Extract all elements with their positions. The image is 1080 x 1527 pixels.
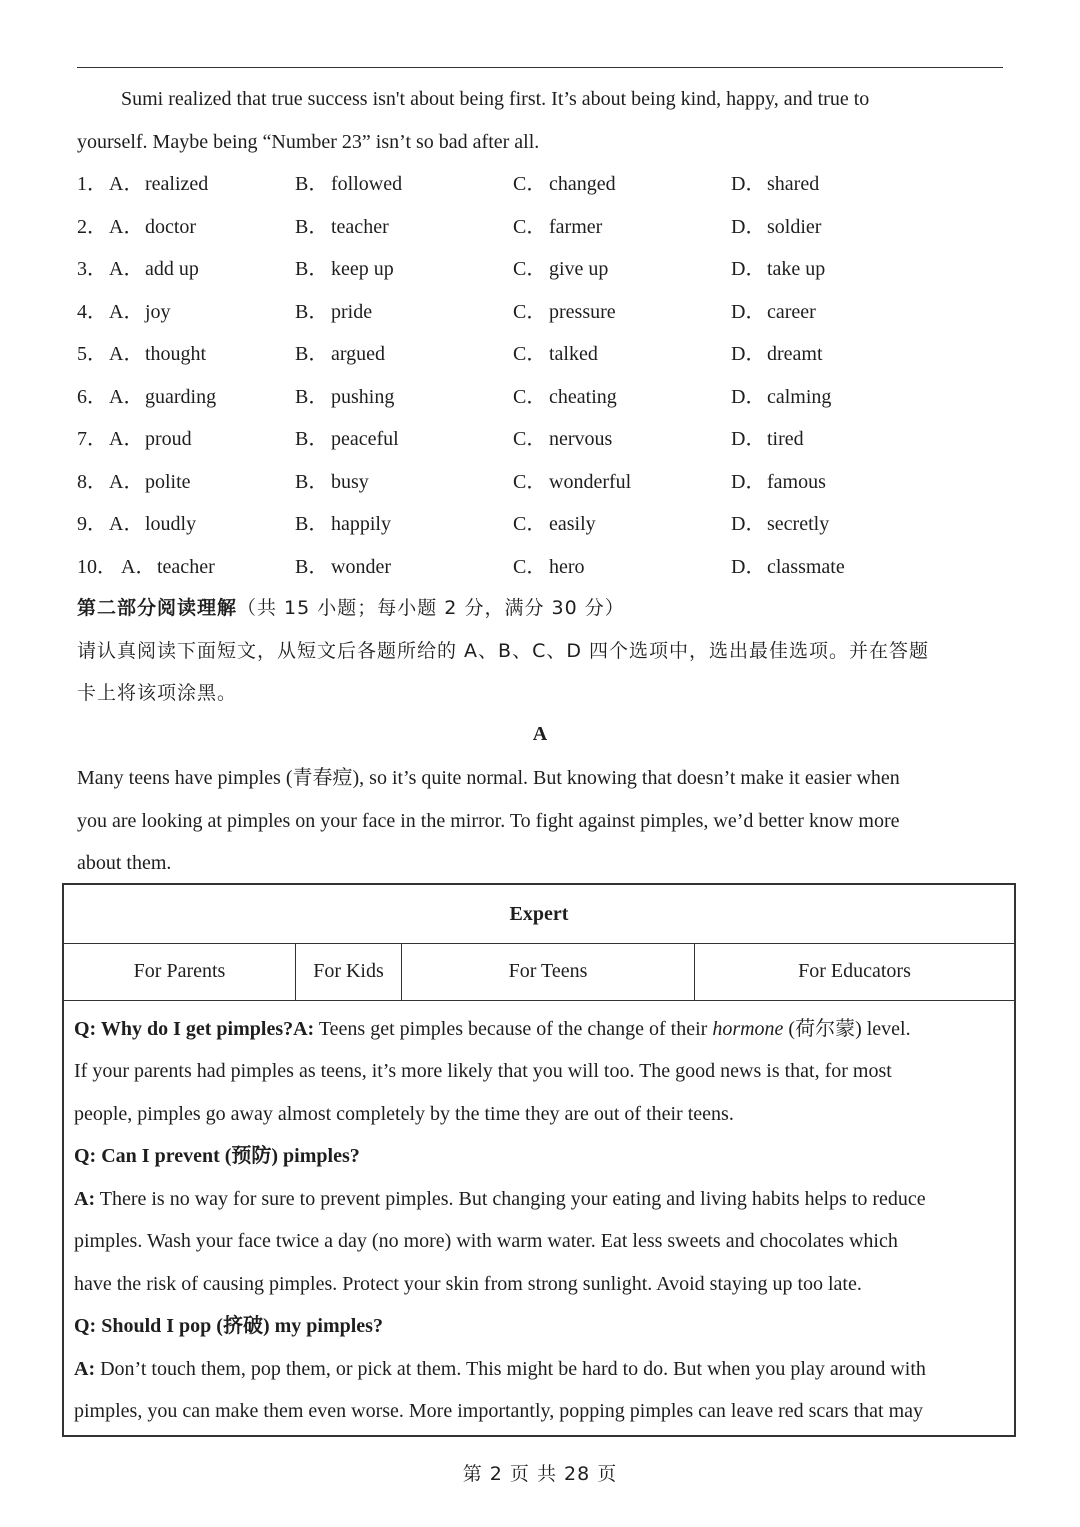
option-text: cheating [549, 385, 617, 408]
option-c [513, 341, 598, 367]
option-c [513, 511, 596, 537]
option-text: shared [767, 173, 820, 195]
option-text: keep up [331, 258, 394, 280]
option-text: pride [331, 300, 373, 323]
option-a [109, 341, 207, 367]
option-letter: D． [731, 215, 766, 238]
option-text: secretly [767, 513, 830, 535]
q1-line-1 [74, 1017, 911, 1041]
question-number: 3． [77, 258, 107, 280]
option-text: changed [549, 173, 616, 195]
q2-answer-start: There is no way for sure to prevent pimples. But changing your eating and living habits helps to reduce [95, 1188, 926, 1210]
option-text: pressure [549, 300, 616, 323]
option-letter: D． [731, 428, 766, 450]
option-c [513, 171, 616, 197]
tab-for-teens[interactable]: For Teens [508, 960, 588, 982]
option-letter: B． [295, 215, 329, 238]
option-a [109, 299, 171, 325]
choice-row [77, 214, 1003, 240]
option-letter: B． [295, 470, 329, 493]
passage-label: A [532, 723, 548, 745]
option-d [731, 214, 822, 240]
option-text: nervous [549, 428, 613, 450]
option-text: tired [767, 428, 804, 450]
question-number: 5． [77, 343, 107, 365]
option-a [109, 426, 192, 452]
option-b [295, 256, 394, 282]
option-letter: C． [513, 258, 547, 280]
option-letter: A． [109, 215, 144, 238]
option-d [731, 256, 826, 282]
section2-instruction-line-1: 请认真阅读下面短文，从短文后各题所给的 A、B、C、D 四个选项中，选出最佳选项。并在答题 [77, 640, 930, 662]
choice-row [77, 256, 1003, 282]
choice-row [77, 384, 1003, 410]
option-text: wonder [331, 555, 391, 578]
q3-line-1 [74, 1357, 926, 1381]
section2-title: 第二部分阅读理解 [77, 597, 238, 619]
question-number: 9． [77, 513, 107, 535]
q2-line-1 [74, 1187, 926, 1211]
option-text: happily [331, 513, 391, 535]
tab-for-educators[interactable]: For Educators [798, 960, 911, 982]
passage-line-3: about them. [77, 852, 172, 874]
question-number: 2． [77, 215, 107, 238]
option-text: proud [145, 428, 192, 450]
q1-line-2: If your parents had pimples as teens, it’s more likely that you will too. The good news is that, for most [74, 1060, 892, 1082]
option-d [731, 341, 823, 367]
option-letter: A． [109, 300, 144, 323]
option-text: famous [767, 470, 826, 493]
option-c [513, 256, 609, 282]
option-a [109, 256, 199, 282]
choice-row [77, 554, 1003, 580]
option-a [109, 469, 191, 495]
option-letter: A． [121, 555, 156, 578]
option-d [731, 171, 820, 197]
choice-row [77, 299, 1003, 325]
option-a [109, 511, 197, 537]
option-text: busy [331, 470, 369, 493]
tab-for-parents[interactable]: For Parents [133, 960, 226, 982]
option-d [731, 426, 804, 452]
option-letter: A． [109, 470, 144, 493]
option-letter: C． [513, 555, 547, 578]
option-c [513, 554, 585, 580]
option-d [731, 511, 830, 537]
section2-heading [77, 596, 625, 620]
option-letter: D． [731, 173, 766, 195]
option-c [513, 426, 613, 452]
q2-line-3: have the risk of causing pimples. Protect your skin from strong sunlight. Avoid staying up too late. [74, 1273, 862, 1295]
option-text: give up [549, 258, 609, 280]
option-letter: A． [109, 343, 144, 365]
choice-row [77, 469, 1003, 495]
option-b [295, 554, 391, 580]
option-a [109, 384, 217, 410]
section2-title-note: （共 15 小题；每小题 2 分，满分 30 分） [237, 597, 625, 619]
option-c [513, 384, 617, 410]
table-heading: Expert [64, 885, 1014, 944]
option-letter: B． [295, 343, 329, 365]
option-b [295, 469, 369, 495]
option-letter: D． [731, 470, 766, 493]
option-text: joy [145, 300, 171, 323]
q1-line-3: people, pimples go away almost completely by the time they are out of their teens. [74, 1103, 734, 1125]
q2-line-2: pimples. Wash your face twice a day (no more) with warm water. Eat less sweets and chocolates which [74, 1230, 898, 1252]
option-letter: D． [731, 343, 766, 365]
expert-table [62, 883, 1016, 1437]
option-text: farmer [549, 215, 603, 238]
option-text: guarding [145, 385, 217, 408]
section2-instruction-line-2: 卡上将该项涂黑。 [77, 682, 238, 704]
option-text: followed [331, 173, 403, 195]
option-letter: C． [513, 470, 547, 493]
option-text: doctor [145, 215, 197, 238]
option-b [295, 384, 395, 410]
option-a [109, 171, 209, 197]
option-letter: C． [513, 343, 547, 365]
option-text: peaceful [331, 428, 399, 450]
option-text: thought [145, 343, 207, 365]
option-text: realized [145, 173, 209, 195]
choice-row [77, 341, 1003, 367]
option-letter: D． [731, 300, 766, 323]
option-text: hero [549, 555, 585, 578]
option-letter: B． [295, 428, 329, 450]
option-letter: C． [513, 513, 547, 535]
table-tabs [64, 943, 1014, 1001]
option-letter: C． [513, 428, 547, 450]
passage-line-1: Many teens have pimples (青春痘), so it’s quite normal. But knowing that doesn’t make it easier when [77, 767, 900, 789]
option-d [731, 384, 832, 410]
option-b [295, 299, 373, 325]
option-c [513, 469, 632, 495]
question-number: 10． [77, 555, 117, 578]
option-letter: A． [109, 173, 144, 195]
option-text: dreamt [767, 343, 823, 365]
option-letter: D． [731, 513, 766, 535]
q2-answer-label: A: [74, 1188, 96, 1210]
question-number: 7． [77, 428, 107, 450]
option-d [731, 469, 826, 495]
option-letter: A． [109, 385, 144, 408]
q1-answer-italic: hormone [712, 1018, 784, 1040]
option-a [109, 214, 197, 240]
option-letter: D． [731, 385, 766, 408]
option-letter: C． [513, 385, 547, 408]
option-text: soldier [767, 215, 822, 238]
option-letter: D． [731, 258, 766, 280]
option-a [121, 554, 215, 580]
option-b [295, 511, 391, 537]
option-d [731, 299, 816, 325]
choice-row [77, 171, 1003, 197]
option-c [513, 299, 616, 325]
option-text: teacher [157, 555, 215, 578]
choice-row [77, 426, 1003, 452]
q1-answer-end: (荷尔蒙) level. [783, 1018, 911, 1040]
option-text: easily [549, 513, 596, 535]
option-text: argued [331, 343, 386, 365]
q3-answer-start: Don’t touch them, pop them, or pick at them. This might be hard to do. But when you play around with [95, 1358, 926, 1380]
q1-answer-start: Teens get pimples because of the change of their [314, 1018, 713, 1040]
option-letter: C． [513, 300, 547, 323]
option-text: talked [549, 343, 598, 365]
question-number: 6． [77, 385, 107, 408]
option-letter: A． [109, 428, 144, 450]
option-b [295, 426, 399, 452]
option-text: polite [145, 470, 191, 493]
story-end-line-2: yourself. Maybe being “Number 23” isn’t so bad after all. [77, 131, 540, 153]
option-letter: B． [295, 300, 329, 323]
option-d [731, 554, 845, 580]
option-text: take up [767, 258, 826, 280]
top-rule [77, 67, 1003, 68]
passage-line-2: you are looking at pimples on your face in the mirror. To fight against pimples, we’d better know more [77, 810, 900, 832]
story-end-line-1: Sumi realized that true success isn't about being first. It’s about being kind, happy, and true to [121, 88, 870, 110]
option-text: calming [767, 385, 832, 408]
option-letter: B． [295, 513, 329, 535]
q3-line-2: pimples, you can make them even worse. More importantly, popping pimples can leave red scars that may [74, 1400, 924, 1422]
option-text: wonderful [549, 470, 632, 493]
option-letter: C． [513, 215, 547, 238]
tab-for-kids[interactable]: For Kids [313, 960, 384, 982]
q2-question: Q: Can I prevent (预防) pimples? [74, 1145, 360, 1167]
option-b [295, 171, 403, 197]
option-b [295, 214, 389, 240]
option-text: add up [145, 258, 199, 280]
choice-row [77, 511, 1003, 537]
question-number: 8． [77, 470, 107, 493]
question-number: 4． [77, 300, 107, 323]
option-letter: B． [295, 258, 329, 280]
q3-question: Q: Should I pop (挤破) my pimples? [74, 1315, 383, 1337]
option-letter: A． [109, 258, 144, 280]
option-letter: A． [109, 513, 144, 535]
option-letter: C． [513, 173, 547, 195]
option-text: teacher [331, 215, 389, 238]
option-c [513, 214, 603, 240]
option-letter: D． [731, 555, 766, 578]
option-text: classmate [767, 555, 845, 578]
option-text: pushing [331, 385, 395, 408]
question-number: 1． [77, 173, 107, 195]
option-text: career [767, 300, 816, 323]
option-b [295, 341, 386, 367]
option-letter: B． [295, 385, 329, 408]
option-letter: B． [295, 555, 329, 578]
q3-answer-label: A: [74, 1358, 96, 1380]
page-footer: 第 2 页 共 28 页 [462, 1463, 618, 1485]
option-text: loudly [145, 513, 197, 535]
q1-question: Q: Why do I get pimples?A: [74, 1018, 315, 1040]
option-letter: B． [295, 173, 329, 195]
